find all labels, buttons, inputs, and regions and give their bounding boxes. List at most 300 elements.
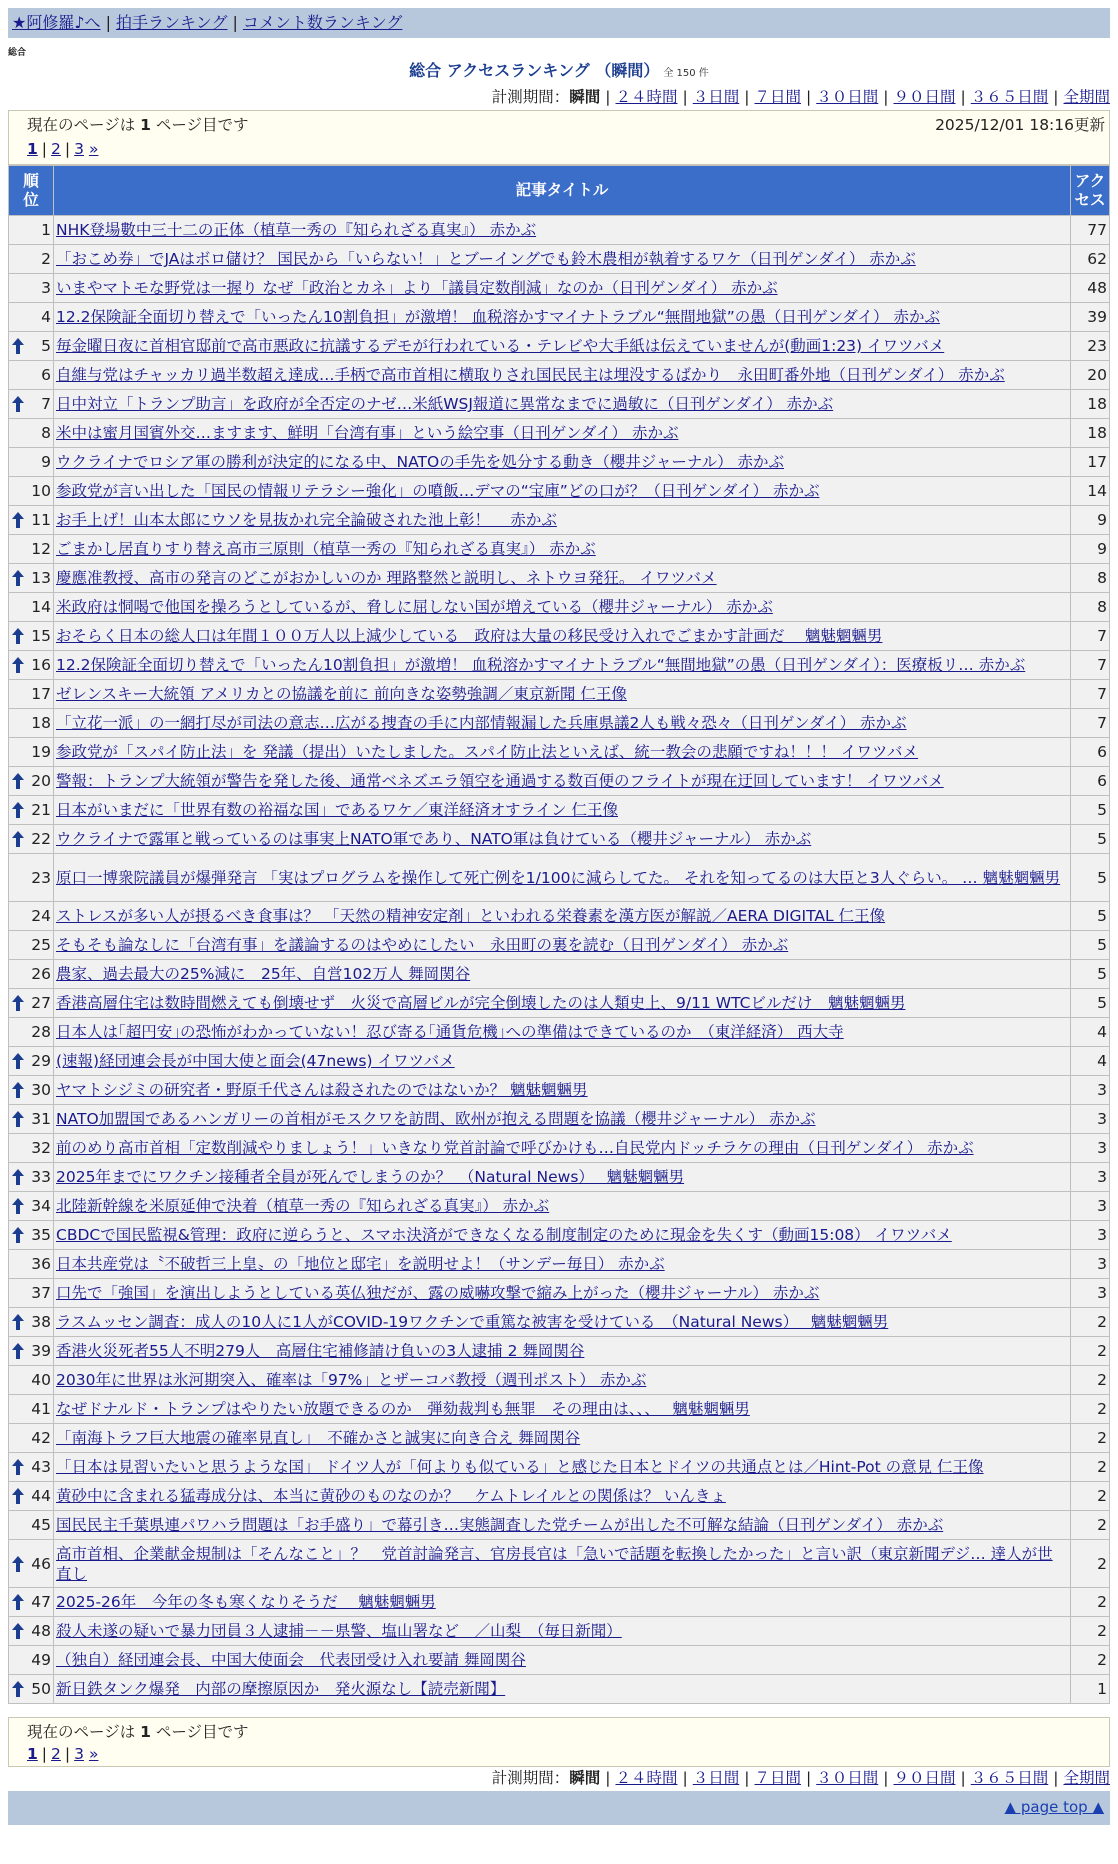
rank-number: 8 xyxy=(41,424,51,442)
article-title-link[interactable]: NATO加盟国であるハンガリーの首相がモスクワを訪問、欧州が抱える問題を協議（櫻井ジャーナル） 赤かぶ xyxy=(56,1110,816,1128)
pager-current-page[interactable]: 1 xyxy=(27,140,38,158)
ranking-table xyxy=(8,165,1110,1704)
title-cell xyxy=(54,1337,1070,1365)
title-cell xyxy=(54,1134,1070,1162)
title-cell xyxy=(54,854,1070,901)
pager-page-link[interactable]: 2 xyxy=(51,140,61,158)
table-row xyxy=(9,1588,1109,1616)
period-separator: | xyxy=(744,1769,750,1787)
access-count: 3 xyxy=(1071,1105,1109,1133)
access-count: 3 xyxy=(1071,1134,1109,1162)
access-count: 2 xyxy=(1071,1482,1109,1510)
period-link[interactable]: ７日間 xyxy=(754,1769,801,1787)
rank-number: 39 xyxy=(31,1342,51,1360)
page-info-suffix: ページ目です xyxy=(150,116,249,134)
period-link[interactable]: ３日間 xyxy=(692,1769,740,1787)
rank-cell xyxy=(9,680,53,708)
rank-cell xyxy=(9,651,53,679)
article-title-link[interactable]: 原口一博衆院議員が爆弾発言 「実はプログラムを操作して死亡例を1/100に減らしてた。 それを知ってるのは大臣と3人ぐらい。 … 魑魅魍魎男 xyxy=(56,868,1061,887)
pager-page-link[interactable]: 3 xyxy=(74,140,85,158)
article-title-link[interactable]: 北陸新幹線を米原延伸で決着（植草一秀の『知られざる真実』） 赤かぶ xyxy=(56,1197,550,1215)
access-count: 18 xyxy=(1071,419,1109,447)
rank-cell xyxy=(9,448,53,476)
table-row xyxy=(9,477,1109,505)
article-title-link[interactable]: CBDCで国民監視&管理：政府に逆らうと、スマホ決済ができなくなる制度制定のために現金を失くす（動画15:08） イワツバメ xyxy=(56,1226,952,1244)
article-title-link[interactable]: 12.2保険証全面切り替えで「いったん10割負担」が激増！ 血税溶かすマイナトラブル“無間地獄”の愚（日刊ゲンダイ） 赤かぶ xyxy=(56,308,940,326)
rank-cell xyxy=(9,390,53,418)
rank-number: 16 xyxy=(31,656,51,674)
rank-number: 5 xyxy=(41,337,51,355)
page-info-text-bottom xyxy=(27,1721,249,1743)
rank-cell xyxy=(9,622,53,650)
period-separator: | xyxy=(960,88,966,106)
access-count: 5 xyxy=(1071,931,1109,959)
rank-up-arrow-icon xyxy=(12,1169,24,1185)
table-row xyxy=(9,1047,1109,1075)
access-header xyxy=(1071,166,1109,215)
rank-cell xyxy=(9,1018,53,1046)
rank-number: 12 xyxy=(31,540,51,558)
rank-cell xyxy=(9,738,53,766)
pager-current-page[interactable]: 1 xyxy=(27,1745,38,1763)
article-title-link[interactable]: 日中対立「トランプ助言」を政府が全否定のナゼ…米紙WSJ報道に異常なまでに過敏に（日刊ゲンダイ） 赤かぶ xyxy=(56,395,834,413)
table-row xyxy=(9,216,1109,244)
access-count: 2 xyxy=(1071,1308,1109,1336)
title-cell xyxy=(54,931,1070,959)
article-title-link[interactable]: 日本人は｢超円安｣の恐怖がわかっていない！忍び寄る｢通貨危機｣への準備はできているのか （東洋経済） 西大寺 xyxy=(56,1023,844,1041)
table-row xyxy=(9,1250,1109,1278)
period-separator: | xyxy=(744,88,750,106)
title-cell xyxy=(54,1540,1070,1587)
rank-cell xyxy=(9,1617,53,1645)
rank-cell xyxy=(9,216,53,244)
table-row xyxy=(9,419,1109,447)
rank-cell xyxy=(9,1646,53,1674)
rank-number: 45 xyxy=(31,1516,51,1534)
article-title-link[interactable]: (速報)経団連会長が中国大使と面会(47news) イワツバメ xyxy=(56,1052,455,1070)
table-row xyxy=(9,1308,1109,1336)
title-cell xyxy=(54,1192,1070,1220)
article-title-link[interactable]: なぜドナルド・トランプはやりたい放題できるのか 弾劾裁判も無罪 その理由は、、、 魑魅魍魎男 xyxy=(56,1400,750,1418)
access-count: 2 xyxy=(1071,1453,1109,1481)
article-title-link[interactable]: ラスムッセン調査：成人の10人に1人がCOVID-19ワクチンで重篤な被害を受けている （Natural News） 魑魅魍魎男 xyxy=(56,1313,889,1331)
article-title-link[interactable]: 口先で「強国」を演出しようとしている英仏独だが、露の威嚇攻撃で縮み上がった（櫻井ジャーナル） 赤かぶ xyxy=(56,1284,820,1302)
table-row xyxy=(9,593,1109,621)
pager-next-link[interactable]: » xyxy=(88,1745,99,1763)
rank-up-arrow-icon xyxy=(12,657,24,673)
period-separator: | xyxy=(682,1769,688,1787)
category-label: 総合 xyxy=(8,48,27,58)
period-link[interactable]: 全期間 xyxy=(1063,88,1110,106)
table-row xyxy=(9,680,1109,708)
period-separator: | xyxy=(883,88,889,106)
pager-separator: | xyxy=(41,1745,48,1763)
period-link[interactable]: ３６５日間 xyxy=(970,1769,1049,1787)
title-cell xyxy=(54,535,1070,563)
rank-number: 40 xyxy=(31,1371,51,1389)
table-row xyxy=(9,960,1109,988)
rank-cell xyxy=(9,825,53,853)
current-page-number: 1 xyxy=(140,116,151,134)
rank-cell xyxy=(9,1482,53,1510)
table-row xyxy=(9,854,1109,901)
table-row xyxy=(9,332,1109,360)
title-cell xyxy=(54,651,1070,679)
access-count: 7 xyxy=(1071,622,1109,650)
article-title-link[interactable]: 2030年に世界は氷河期突入、確率は「97%」とザーコバ教授（週刊ポスト） 赤かぶ xyxy=(56,1371,647,1389)
article-title-link[interactable]: ウクライナで露軍と戦っているのは事実上NATO軍であり、NATO軍は負けている（櫻井ジャーナル） 赤かぶ xyxy=(56,830,812,848)
rank-cell xyxy=(9,1540,53,1587)
rank-number: 35 xyxy=(31,1226,51,1244)
table-row xyxy=(9,564,1109,592)
pager-page-link[interactable]: 2 xyxy=(51,1745,61,1763)
period-selector-bottom xyxy=(492,1767,1110,1789)
ranking-title: 総合 アクセスランキング （瞬間） xyxy=(409,61,660,80)
page-info-panel-top xyxy=(8,110,1110,165)
access-count: 7 xyxy=(1071,651,1109,679)
article-title-link[interactable]: 新日鉄タンク爆発 内部の摩擦原因か 発火源なし【読売新聞】 xyxy=(56,1680,506,1698)
rank-number: 11 xyxy=(31,511,51,529)
article-title-link[interactable]: 参政党が言い出した「国民の情報リテラシー強化」の噴飯…デマの“宝庫”どの口が？（日刊ゲンダイ） 赤かぶ xyxy=(56,482,820,500)
article-title-link[interactable]: 自維与党はチャッカリ過半数超え達成…手柄で高市首相に横取りされ国民民主は埋没するばかり 永田町番外地（日刊ゲンダイ） 赤かぶ xyxy=(56,366,1005,384)
article-title-link[interactable]: 日本がいまだに「世界有数の裕福な国」であるワケ／東洋経済オすライン 仁王像 xyxy=(56,801,618,819)
period-link[interactable]: ３０日間 xyxy=(816,1769,879,1787)
rank-cell xyxy=(9,1337,53,1365)
title-cell xyxy=(54,1250,1070,1278)
rank-number: 25 xyxy=(31,936,51,954)
access-count: 14 xyxy=(1071,477,1109,505)
table-row xyxy=(9,1482,1109,1510)
rank-number: 44 xyxy=(31,1487,51,1505)
access-count: 18 xyxy=(1071,390,1109,418)
title-cell xyxy=(54,593,1070,621)
title-cell xyxy=(54,1105,1070,1133)
rank-number: 4 xyxy=(41,308,51,326)
access-count: 3 xyxy=(1071,1279,1109,1307)
rank-cell xyxy=(9,1221,53,1249)
table-row xyxy=(9,902,1109,930)
title-cell xyxy=(54,1482,1070,1510)
rank-up-arrow-icon xyxy=(12,773,24,789)
title-cell xyxy=(54,448,1070,476)
table-row xyxy=(9,274,1109,302)
title-cell xyxy=(54,622,1070,650)
rank-number: 26 xyxy=(31,965,51,983)
rank-number: 3 xyxy=(41,279,51,297)
rank-up-arrow-icon xyxy=(12,831,24,847)
period-link[interactable]: ２４時間 xyxy=(615,1769,678,1787)
access-count: 5 xyxy=(1071,902,1109,930)
rank-number: 50 xyxy=(31,1680,51,1698)
article-title-link[interactable]: 「立花一派」の一網打尽が司法の意志…広がる捜査の手に内部情報漏した兵庫県議2人も戦々恐々（日刊ゲンダイ） 赤かぶ xyxy=(56,714,907,732)
article-title-link[interactable]: 農家、過去最大の25%減に 25年、自営102万人 舞岡関谷 xyxy=(56,965,471,983)
title-cell xyxy=(54,1511,1070,1539)
article-title-link[interactable]: 毎金曜日夜に首相官邸前で高市悪政に抗議するデモが行われている・テレビや大手紙は伝えていませんが(動画1:23) イワツバメ xyxy=(56,337,945,355)
table-row xyxy=(9,1163,1109,1191)
comment-ranking-link[interactable]: コメント数ランキング xyxy=(242,13,403,32)
period-link[interactable]: ３６５日間 xyxy=(970,88,1049,106)
rank-up-arrow-icon xyxy=(12,1681,24,1697)
article-title-link[interactable]: 高市首相、企業献金規制は「そんなこと」？ 党首討論発言、官房長官は「急いで話題を転換したかった」と言い訳（東京新聞デジ… 達人が世直し xyxy=(56,1544,1053,1583)
article-title-link[interactable]: ごまかし居直りすり替え高市三原則（植草一秀の『知られざる真実』） 赤かぶ xyxy=(56,540,596,558)
article-title-link[interactable]: 2025-26年 今年の冬も寒くなりそうだ 魑魅魍魎男 xyxy=(56,1593,436,1611)
table-row xyxy=(9,651,1109,679)
article-title-link[interactable]: 「日本は見習いたいと思うような国」 ドイツ人が「何よりも似ている」と感じた日本とドイツの共通点とは／Hint-Pot の意見 仁王像 xyxy=(56,1458,984,1476)
item-count: 全 150 件 xyxy=(663,68,709,79)
rank-cell xyxy=(9,1163,53,1191)
title-cell xyxy=(54,767,1070,795)
access-count: 2 xyxy=(1071,1617,1109,1645)
title-cell xyxy=(54,680,1070,708)
page-top-link[interactable]: ▲ page top ▲ xyxy=(1004,1798,1104,1816)
rank-cell xyxy=(9,506,53,534)
title-cell xyxy=(54,1279,1070,1307)
clap-ranking-link[interactable]: 拍手ランキング xyxy=(115,13,228,32)
title-cell xyxy=(54,361,1070,389)
access-count: 3 xyxy=(1071,1250,1109,1278)
rank-number: 23 xyxy=(31,868,51,887)
table-row xyxy=(9,1511,1109,1539)
rank-cell xyxy=(9,419,53,447)
title-cell xyxy=(54,1675,1070,1703)
access-count: 2 xyxy=(1071,1588,1109,1616)
access-count: 3 xyxy=(1071,1076,1109,1104)
rank-cell xyxy=(9,1105,53,1133)
article-title-link[interactable]: 日本共産党は〝不破哲三上皇〟の「地位と邸宅」を説明せよ！（サンデー毎日） 赤かぶ xyxy=(56,1255,665,1273)
table-row xyxy=(9,622,1109,650)
rank-cell xyxy=(9,767,53,795)
period-link[interactable]: ９０日間 xyxy=(893,88,956,106)
title-cell xyxy=(54,738,1070,766)
rank-number: 41 xyxy=(31,1400,51,1418)
rank-cell xyxy=(9,332,53,360)
page-info-prefix: 現在のページは xyxy=(27,1723,141,1741)
article-title-link[interactable]: お手上げ！山本太郎にウソを見抜かれ完全論破された池上彰！ 赤かぶ xyxy=(56,511,557,529)
rank-cell xyxy=(9,303,53,331)
access-count: 2 xyxy=(1071,1337,1109,1365)
access-count: 77 xyxy=(1071,216,1109,244)
article-title-link[interactable]: 米中は蜜月国賓外交…ますます、鮮明「台湾有事」という絵空事（日刊ゲンダイ） 赤かぶ xyxy=(56,424,679,442)
rank-number: 38 xyxy=(31,1313,51,1331)
period-selector-top xyxy=(492,86,1110,108)
table-row xyxy=(9,1192,1109,1220)
rank-number: 24 xyxy=(31,907,51,925)
rank-cell xyxy=(9,1395,53,1423)
access-count: 9 xyxy=(1071,535,1109,563)
rank-up-arrow-icon xyxy=(12,1459,24,1475)
table-row xyxy=(9,390,1109,418)
period-link[interactable]: ７日間 xyxy=(754,88,801,106)
rank-up-arrow-icon xyxy=(12,1198,24,1214)
rank-up-arrow-icon xyxy=(12,1314,24,1330)
rank-number: 7 xyxy=(41,395,51,413)
rank-cell xyxy=(9,1424,53,1452)
rank-number: 14 xyxy=(31,598,51,616)
rank-number: 1 xyxy=(41,221,51,239)
rank-header-label: 順 位 xyxy=(23,171,39,209)
rank-number: 17 xyxy=(31,685,51,703)
article-title-link[interactable]: ヤマトシジミの研究者・野原千代さんは殺されたのではないか？ 魑魅魍魎男 xyxy=(56,1081,588,1099)
rank-number: 34 xyxy=(31,1197,51,1215)
rank-cell xyxy=(9,796,53,824)
rank-cell xyxy=(9,1453,53,1481)
page-title xyxy=(0,60,1118,85)
article-title-link[interactable]: 2025年までにワクチン接種者全員が死んでしまうのか？ （Natural News） 魑魅魍魎男 xyxy=(56,1168,685,1186)
rank-cell xyxy=(9,564,53,592)
rank-number: 13 xyxy=(31,569,51,587)
title-cell xyxy=(54,1646,1070,1674)
period-link[interactable]: 全期間 xyxy=(1063,1769,1110,1787)
rank-cell xyxy=(9,989,53,1017)
access-count: 48 xyxy=(1071,274,1109,302)
title-cell xyxy=(54,902,1070,930)
period-label: 計測期間： xyxy=(491,88,570,106)
bottom-bar xyxy=(8,1791,1110,1825)
table-row xyxy=(9,1134,1109,1162)
article-title-link[interactable]: 黄砂中に含まれる猛毒成分は、本当に黄砂のものなのか？ ケムトレイルとの関係は？ いんきょ xyxy=(56,1487,726,1505)
rank-number: 21 xyxy=(31,801,51,819)
period-current: 瞬間 xyxy=(569,1769,601,1787)
period-link[interactable]: ２４時間 xyxy=(615,88,678,106)
article-title-link[interactable]: （独自）経団連会長、中国大使面会 代表団受け入れ要請 舞岡関谷 xyxy=(56,1651,526,1669)
pager-page-link[interactable]: 3 xyxy=(74,1745,85,1763)
access-count: 8 xyxy=(1071,593,1109,621)
access-count: 5 xyxy=(1071,854,1109,901)
rank-number: 31 xyxy=(31,1110,51,1128)
rank-cell xyxy=(9,535,53,563)
table-row xyxy=(9,1453,1109,1481)
rank-up-arrow-icon xyxy=(12,1594,24,1610)
rank-cell xyxy=(9,593,53,621)
rank-cell xyxy=(9,1134,53,1162)
rank-cell xyxy=(9,1366,53,1394)
period-separator: | xyxy=(605,88,611,106)
rank-up-arrow-icon xyxy=(12,1227,24,1243)
title-cell xyxy=(54,390,1070,418)
access-count: 3 xyxy=(1071,1192,1109,1220)
article-title-link[interactable]: 「おこめ券」でJAはボロ儲け？ 国民から「いらない！」とブーイングでも鈴木農相が執着するワケ（日刊ゲンダイ） 赤かぶ xyxy=(56,250,916,268)
rank-cell xyxy=(9,1250,53,1278)
period-link[interactable]: ３０日間 xyxy=(816,88,879,106)
table-row xyxy=(9,361,1109,389)
table-row xyxy=(9,1540,1109,1587)
article-title-link[interactable]: 米政府は恫喝で他国を操ろうとしているが、脅しに屈しない国が増えている（櫻井ジャーナル） 赤かぶ xyxy=(56,598,773,616)
pager-separator: | xyxy=(64,140,71,158)
article-title-link[interactable]: ストレスが多い人が摂るべき食事は？ 「天然の精神安定剤」といわれる栄養素を漢方医が解説／AERA DIGITAL 仁王像 xyxy=(56,907,886,925)
title-cell xyxy=(54,1221,1070,1249)
table-row xyxy=(9,989,1109,1017)
nav-separator: | xyxy=(232,13,238,32)
title-cell xyxy=(54,477,1070,505)
article-title-link[interactable]: 香港火災死者55人不明279人 高層住宅補修請け負いの3人逮捕 2 舞岡関谷 xyxy=(56,1342,585,1360)
rank-up-arrow-icon xyxy=(12,396,24,412)
table-row xyxy=(9,1076,1109,1104)
table-header-row xyxy=(9,166,1109,215)
title-cell xyxy=(54,506,1070,534)
rank-up-arrow-icon xyxy=(12,512,24,528)
table-row xyxy=(9,245,1109,273)
article-title-link[interactable]: いまやマトモな野党は一握り なぜ「政治とカネ」より「議員定数削減」なのか（日刊ゲンダイ） 赤かぶ xyxy=(56,279,778,297)
article-title-link[interactable]: 警報：トランプ大統領が警告を発した後、通常ベネズエラ領空を通過する数百便のフライトが現在迂回しています！ イワツバメ xyxy=(56,772,944,790)
period-separator: | xyxy=(1053,88,1059,106)
table-row xyxy=(9,825,1109,853)
article-title-link[interactable]: 12.2保険証全面切り替えで「いったん10割負担」が激増！ 血税溶かすマイナトラブル“無間地獄”の愚（日刊ゲンダイ）：医療板リ… 赤かぶ xyxy=(56,656,1026,674)
title-cell xyxy=(54,989,1070,1017)
rank-number: 2 xyxy=(41,250,51,268)
article-title-link[interactable]: 慶應准教授、高市の発言のどこがおかしいのか 理路整然と説明し、ネトウヨ発狂。 イワツバメ xyxy=(56,569,717,587)
article-title-link[interactable]: 「南海トラフ巨大地震の確率見直し」 不確かさと誠実に向き合え 舞岡関谷 xyxy=(56,1429,581,1447)
pager-next-link[interactable]: » xyxy=(88,140,99,158)
title-cell xyxy=(54,332,1070,360)
access-header-label: アク セス xyxy=(1074,171,1106,209)
article-title-link[interactable]: NHK登場數中三十二の正体（植草一秀の『知られざる真実』） 赤かぶ xyxy=(56,221,537,239)
rank-number: 32 xyxy=(31,1139,51,1157)
rank-number: 6 xyxy=(41,366,51,384)
article-title-link[interactable]: 国民民主千葉県連パワハラ問題は「お手盛り」で幕引き…実態調査した党チームが出した不可解な結論（日刊ゲンダイ） 赤かぶ xyxy=(56,1516,944,1534)
pager-bottom xyxy=(27,1743,98,1765)
title-header: 記事タイトル xyxy=(54,166,1070,215)
table-row xyxy=(9,738,1109,766)
article-title-link[interactable]: 香港高層住宅は数時間燃えても倒壊せず 火災で高層ビルが完全倒壊したのは人類史上、9/11 WTCビルだけ 魑魅魍魎男 xyxy=(56,994,906,1012)
article-title-link[interactable]: おそらく日本の総人口は年間１００万人以上減少している 政府は大量の移民受け入れでごまかす計画だ 魑魅魍魎男 xyxy=(56,627,883,645)
rank-cell xyxy=(9,1675,53,1703)
access-count: 2 xyxy=(1071,1424,1109,1452)
article-title-link[interactable]: そもそも論なしに「台湾有事」を議論するのはやめにしたい 永田町の裏を読む（日刊ゲンダイ） 赤かぶ xyxy=(56,936,789,954)
title-cell xyxy=(54,1018,1070,1046)
period-separator: | xyxy=(605,1769,611,1787)
table-row xyxy=(9,1018,1109,1046)
current-page-number: 1 xyxy=(140,1723,151,1741)
title-cell xyxy=(54,796,1070,824)
rank-cell xyxy=(9,361,53,389)
page-info-panel-bottom xyxy=(8,1717,1110,1767)
rank-up-arrow-icon xyxy=(12,802,24,818)
rank-number: 20 xyxy=(31,772,51,790)
article-title-link[interactable]: 前のめり高市首相「定数削減やりましょう！」いきなり党首討論で呼びかけも…自民党内ドッチラケの理由（日刊ゲンダイ） 赤かぶ xyxy=(56,1139,974,1157)
rank-number: 47 xyxy=(31,1593,51,1611)
nav-separator: | xyxy=(105,13,111,32)
period-link[interactable]: ３日間 xyxy=(692,88,740,106)
article-title-link[interactable]: 殺人未遂の疑いで暴力団員３人逮捕－－県警、塩山署など ／山梨 （毎日新聞） xyxy=(56,1622,622,1640)
rank-number: 15 xyxy=(31,627,51,645)
rank-up-arrow-icon xyxy=(12,1082,24,1098)
access-count: 20 xyxy=(1071,361,1109,389)
rank-header xyxy=(9,166,53,215)
rank-cell xyxy=(9,1076,53,1104)
access-count: 39 xyxy=(1071,303,1109,331)
article-title-link[interactable]: 参政党が「スパイ防止法」を 発議（提出）いたしました。スパイ防止法といえば、統一教会の悲願ですね！！！ イワツバメ xyxy=(56,743,919,761)
rank-cell xyxy=(9,1588,53,1616)
access-count: 4 xyxy=(1071,1047,1109,1075)
home-link[interactable]: ★阿修羅♪へ xyxy=(12,13,101,32)
table-row xyxy=(9,767,1109,795)
rank-number: 10 xyxy=(31,482,51,500)
table-row xyxy=(9,796,1109,824)
period-current: 瞬間 xyxy=(569,88,601,106)
period-separator: | xyxy=(960,1769,966,1787)
updated-timestamp: 2025/12/01 18:16更新 xyxy=(935,116,1105,134)
table-row xyxy=(9,506,1109,534)
rank-number: 42 xyxy=(31,1429,51,1447)
access-count: 5 xyxy=(1071,796,1109,824)
title-cell xyxy=(54,1453,1070,1481)
article-title-link[interactable]: ゼレンスキー大統領 アメリカとの協議を前に 前向きな姿勢強調／東京新聞 仁王像 xyxy=(56,685,627,703)
article-title-link[interactable]: ウクライナでロシア軍の勝利が決定的になる中、NATOの手先を処分する動き（櫻井ジャーナル） 赤かぶ xyxy=(56,453,785,471)
period-link[interactable]: ９０日間 xyxy=(893,1769,956,1787)
rank-number: 28 xyxy=(31,1023,51,1041)
rank-cell xyxy=(9,477,53,505)
page-info-prefix: 現在のページは xyxy=(27,116,141,134)
